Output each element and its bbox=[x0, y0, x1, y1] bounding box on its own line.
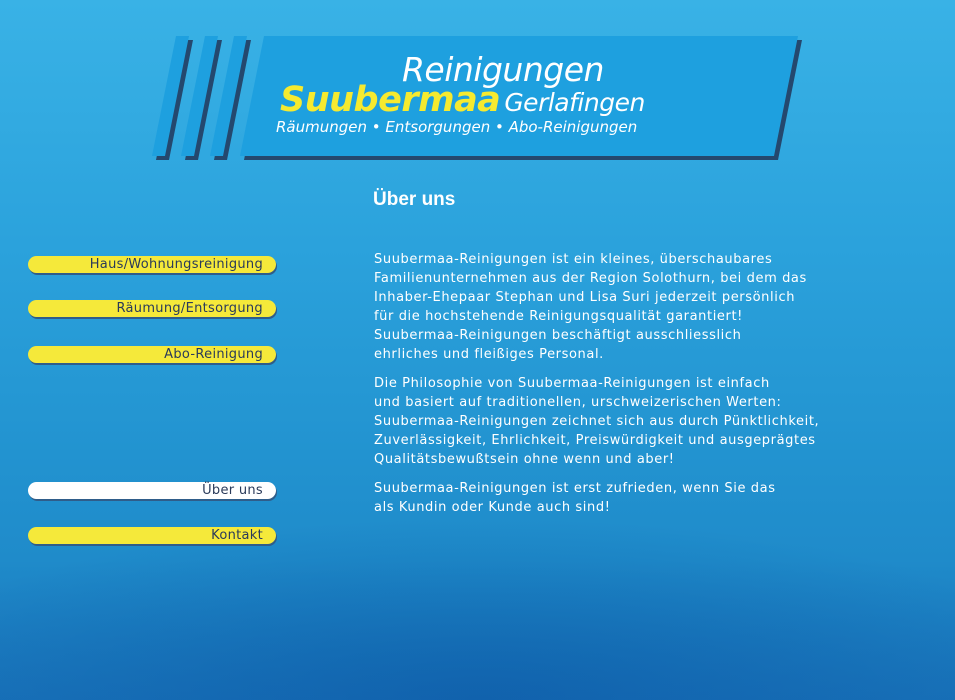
logo-reinigungen-text: Reinigungen bbox=[402, 50, 604, 89]
paragraph-philosophy bbox=[374, 374, 894, 469]
nav-item-ueber-uns[interactable]: Über uns bbox=[28, 482, 276, 499]
logo-brand-text: Suubermaa bbox=[280, 80, 501, 120]
text-line: und basiert auf traditionellen, urschweizerischen Werten: bbox=[374, 395, 782, 410]
text-line: als Kundin oder Kunde auch sind! bbox=[374, 500, 611, 515]
text-line: für die hochstehende Reinigungsqualität garantiert! bbox=[374, 309, 743, 324]
text-line: Die Philosophie von Suubermaa-Reinigungen ist einfach bbox=[374, 376, 770, 391]
text-line: ehrliches und fleißiges Personal. bbox=[374, 347, 604, 362]
text-line: Suubermaa-Reinigungen zeichnet sich aus durch Pünktlichkeit, bbox=[374, 414, 820, 429]
logo-brand-line bbox=[280, 80, 645, 120]
text-line: Inhaber-Ehepaar Stephan und Lisa Suri jederzeit persönlich bbox=[374, 290, 796, 305]
nav-item-kontakt[interactable]: Kontakt bbox=[28, 527, 276, 544]
text-line: Suubermaa-Reinigungen beschäftigt ausschliesslich bbox=[374, 328, 742, 343]
text-line: Qualitätsbewußtsein ohne wenn und aber! bbox=[374, 452, 675, 467]
nav-item-raeumung-entsorgung[interactable]: Räumung/Entsorgung bbox=[28, 300, 276, 317]
text-line: Familienunternehmen aus der Region Solothurn, bei dem das bbox=[374, 271, 807, 286]
text-line: Suubermaa-Reinigungen ist ein kleines, überschaubares bbox=[374, 252, 773, 267]
nav-item-abo-reinigung[interactable]: Abo-Reinigung bbox=[28, 346, 276, 363]
logo-city-text: Gerlafingen bbox=[504, 88, 645, 117]
nav-item-haus-wohnungsreinigung[interactable]: Haus/Wohnungsreinigung bbox=[28, 256, 276, 273]
text-line: Suubermaa-Reinigungen ist erst zufrieden, wenn Sie das bbox=[374, 481, 776, 496]
paragraph-intro bbox=[374, 250, 894, 364]
logo-services-text: Räumungen • Entsorgungen • Abo-Reinigungen bbox=[276, 118, 638, 136]
paragraph-closing bbox=[374, 479, 894, 517]
content-area bbox=[374, 250, 894, 527]
logo[interactable] bbox=[150, 36, 810, 162]
text-line: Zuverlässigkeit, Ehrlichkeit, Preiswürdigkeit und ausgeprägtes bbox=[374, 433, 816, 448]
page-title: Über uns bbox=[373, 189, 456, 210]
